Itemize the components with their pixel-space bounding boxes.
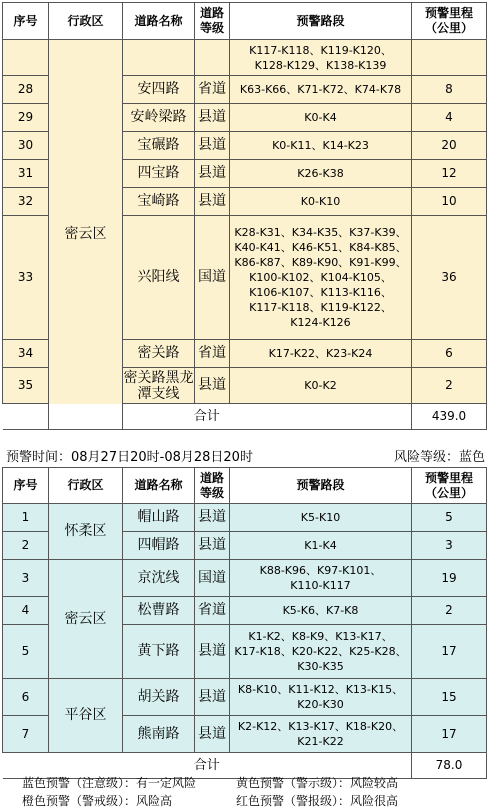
road-cell: 松曹路 [123, 597, 195, 625]
distance-cell: 4 [412, 104, 487, 132]
segments-cell: K28-K31、K34-K35、K37-K39、 K40-K41、K46-K51、K84-K85、 K86-K87、K89-K90、K91-K99、 K100-K102、K104-K105、 K106-K107、K113-K116、 K117-K118、K119-K122、 K124-K126 [230, 216, 412, 340]
district-cell: 密云区 [49, 560, 123, 679]
road-cell: 四帽路 [123, 532, 195, 560]
seq-cell: 3 [3, 560, 49, 597]
segments-cell: K17-K22、K23-K24 [230, 340, 412, 368]
table-row [3, 560, 487, 597]
grade-cell: 省道 [195, 76, 230, 104]
col-distance: 预警里程 （公里） [412, 468, 487, 504]
road-warning-table-1 [2, 2, 487, 430]
col-distance: 预警里程 （公里） [412, 3, 487, 40]
road-cell: 密关路 [123, 340, 195, 368]
col-road: 道路名称 [123, 3, 195, 40]
grade-cell: 国道 [195, 560, 230, 597]
grade-cell: 县道 [195, 504, 230, 532]
district-cell: 密云区 [49, 40, 123, 430]
distance-cell: 3 [412, 532, 487, 560]
road-warning-table-2 [2, 467, 487, 779]
col-segments: 预警路段 [230, 3, 412, 40]
distance-cell: 20 [412, 132, 487, 160]
col-road: 道路名称 [123, 468, 195, 504]
road-cell: 黄下路 [123, 625, 195, 679]
distance-cell [412, 40, 487, 76]
total-value: 78.0 [412, 753, 487, 779]
segments-cell: K5-K6、K7-K8 [230, 597, 412, 625]
grade-cell: 县道 [195, 679, 230, 716]
col-seq: 序号 [3, 3, 49, 40]
seq-cell: 2 [3, 532, 49, 560]
risk-level: 风险等级：蓝色 [393, 450, 485, 465]
col-segments: 预警路段 [230, 468, 412, 504]
grade-cell: 国道 [195, 216, 230, 340]
segments-cell: K5-K10 [230, 504, 412, 532]
grade-cell: 县道 [195, 625, 230, 679]
road-cell: 安岭梁路 [123, 104, 195, 132]
grade-cell: 县道 [195, 188, 230, 216]
legend-blue: 蓝色预警（注意级）：有一定风险 [22, 776, 197, 790]
grade-cell: 县道 [195, 368, 230, 404]
legend-orange: 橙色预警（警戒级）：风险高 [22, 794, 173, 808]
road-cell: 密关路黑龙潭支线 [123, 369, 194, 402]
legend-yellow: 黄色预警（警示级）：风险较高 [236, 776, 399, 790]
segments-cell: K8-K10、K11-K12、K13-K15、 K20-K30 [230, 679, 412, 716]
col-grade: 道路 等级 [195, 3, 230, 40]
road-cell: 宝碾路 [123, 132, 195, 160]
table-row [3, 40, 487, 76]
segments-cell: K63-K66、K71-K72、K74-K78 [230, 76, 412, 104]
col-district: 行政区 [49, 3, 123, 40]
distance-cell: 2 [412, 368, 487, 404]
col-seq: 序号 [3, 468, 49, 504]
seq-cell: 31 [3, 160, 49, 188]
total-label: 合计 [3, 753, 412, 779]
seq-cell [3, 40, 49, 76]
district-cell: 平谷区 [49, 679, 123, 753]
grade-cell: 县道 [195, 532, 230, 560]
distance-cell: 2 [412, 597, 487, 625]
grade-cell: 县道 [195, 104, 230, 132]
seq-cell: 6 [3, 679, 49, 716]
distance-cell: 17 [412, 716, 487, 753]
seq-cell: 5 [3, 625, 49, 679]
segments-cell: K1-K4 [230, 532, 412, 560]
segments-cell: K1-K2、K8-K9、K13-K17、 K17-K18、K20-K22、K25-K28、 K30-K35 [230, 625, 412, 679]
seq-cell: 1 [3, 504, 49, 532]
seq-cell: 35 [3, 368, 49, 404]
segments-cell: K117-K118、K119-K120、 K128-K129、K138-K139 [230, 40, 412, 76]
distance-cell: 36 [412, 216, 487, 340]
total-value: 439.0 [412, 404, 487, 430]
legend-red: 红色预警（警报级）：风险很高 [236, 794, 399, 808]
distance-cell: 12 [412, 160, 487, 188]
road-cell: 安四路 [123, 76, 195, 104]
road-cell [123, 40, 195, 76]
segments-cell: K0-K10 [230, 188, 412, 216]
distance-cell: 8 [412, 76, 487, 104]
distance-cell: 15 [412, 679, 487, 716]
grade-cell: 县道 [195, 716, 230, 753]
table-header-row [3, 3, 487, 40]
road-cell: 帽山路 [123, 504, 195, 532]
seq-cell: 34 [3, 340, 49, 368]
distance-cell: 17 [412, 625, 487, 679]
seq-cell: 30 [3, 132, 49, 160]
grade-cell: 省道 [195, 340, 230, 368]
total-label: 合计 [3, 404, 412, 430]
col-district: 行政区 [49, 468, 123, 504]
segments-cell: K0-K4 [230, 104, 412, 132]
seq-cell: 4 [3, 597, 49, 625]
distance-cell: 6 [412, 340, 487, 368]
grade-cell: 县道 [195, 160, 230, 188]
table-row [3, 504, 487, 532]
segments-cell: K0-K2 [230, 368, 412, 404]
distance-cell: 19 [412, 560, 487, 597]
road-cell: 熊南路 [123, 716, 195, 753]
road-cell: 宝崎路 [123, 188, 195, 216]
road-cell: 四宝路 [123, 160, 195, 188]
seq-cell: 29 [3, 104, 49, 132]
distance-cell: 10 [412, 188, 487, 216]
warning-time: 预警时间：08月27日20时-08月28日20时 [6, 450, 253, 465]
seq-cell: 7 [3, 716, 49, 753]
seq-cell: 33 [3, 216, 49, 340]
segments-cell: K88-K96、K97-K101、 K110-K117 [230, 560, 412, 597]
segments-cell: K2-K12、K13-K17、K18-K20、 K21-K22 [230, 716, 412, 753]
road-cell: 京沈线 [123, 560, 195, 597]
grade-cell: 县道 [195, 132, 230, 160]
col-grade: 道路 等级 [195, 468, 230, 504]
road-cell: 胡关路 [123, 679, 195, 716]
total-row [3, 404, 487, 430]
segments-cell: K26-K38 [230, 160, 412, 188]
segments-cell: K0-K11、K14-K23 [230, 132, 412, 160]
table-row [3, 679, 487, 716]
grade-cell [195, 40, 230, 76]
distance-cell: 5 [412, 504, 487, 532]
seq-cell: 32 [3, 188, 49, 216]
district-cell: 怀柔区 [49, 504, 123, 560]
grade-cell: 省道 [195, 597, 230, 625]
seq-cell: 28 [3, 76, 49, 104]
table-header-row [3, 468, 487, 504]
road-cell: 兴阳线 [123, 216, 195, 340]
